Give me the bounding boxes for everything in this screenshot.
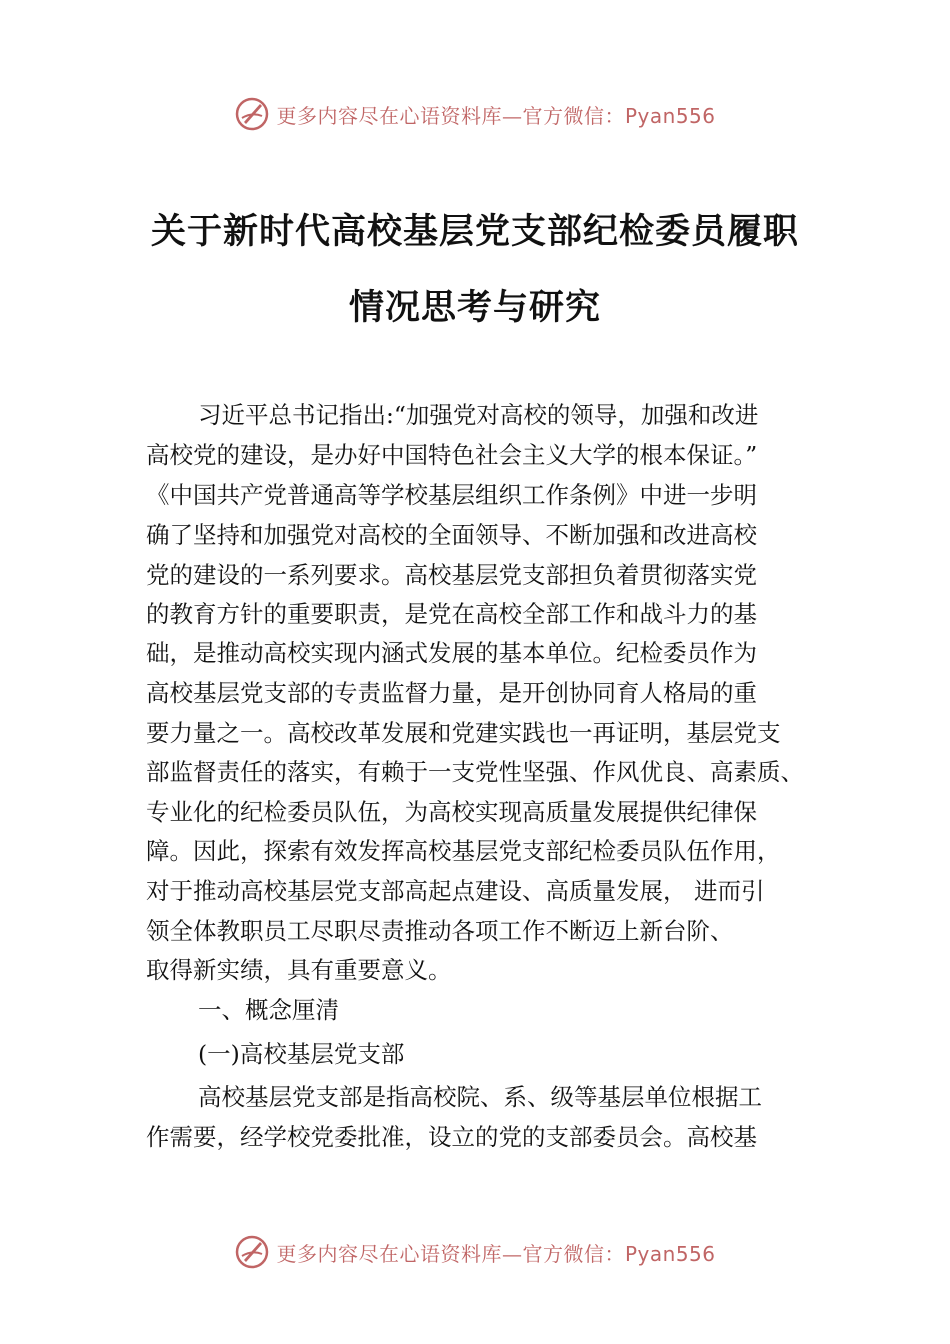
- footer-watermark: [0, 1232, 950, 1272]
- body-line: 领全体教职员工尽职尽责推动各项工作不断迈上新台阶、: [146, 917, 734, 945]
- watermark-wechat-id: Pyan556: [624, 103, 716, 128]
- watermark-text: 更多内容尽在心语资料库—官方微信：Pyan556: [276, 1241, 716, 1266]
- body-line: 习近平总书记指出:“加强党对高校的领导，加强和改进: [198, 401, 759, 429]
- body-line: 的教育方针的重要职责，是党在高校全部工作和战斗力的基: [146, 600, 757, 628]
- watermark-wechat-id: Pyan556: [624, 1241, 716, 1266]
- body-line: 确了坚持和加强党对高校的全面领导、不断加强和改进高校: [146, 521, 757, 549]
- body-line: 取得新实绩，具有重要意义。: [146, 956, 452, 984]
- body-line: 作需要，经学校党委批准，设立的党的支部委员会。高校基: [146, 1123, 757, 1151]
- body-line: 专业化的纪检委员队伍，为高校实现高质量发展提供纪律保: [146, 798, 757, 826]
- body-line: 党的建设的一系列要求。高校基层党支部担负着贯彻落实党: [146, 561, 757, 589]
- body-line: 高校基层党支部的专责监督力量，是开创协同育人格局的重: [146, 679, 757, 707]
- header-watermark: [0, 94, 950, 134]
- body-line: 部监督责任的落实，有赖于一支党性坚强、作风优良、高素质、: [146, 758, 804, 786]
- body-line: 《中国共产党普通高等学校基层组织工作条例》中进一步明: [146, 481, 757, 509]
- quill-seal-logo-icon: [234, 1234, 270, 1270]
- section-heading: 一、概念厘清: [198, 996, 339, 1024]
- document-title-line-2: 情况思考与研究: [348, 287, 601, 328]
- body-line: 高校党的建设，是办好中国特色社会主义大学的根本保证。”: [146, 441, 758, 469]
- subsection-heading: (一)高校基层党支部: [198, 1040, 405, 1068]
- body-line: 对于推动高校基层党支部高起点建设、高质量发展， 进而引: [146, 877, 765, 905]
- body-line: 障。因此，探索有效发挥高校基层党支部纪检委员队伍作用，: [146, 837, 781, 865]
- body-line: 要力量之一。高校改革发展和党建实践也一再证明，基层党支: [146, 719, 781, 747]
- body-line: 高校基层党支部是指高校院、系、级等基层单位根据工: [198, 1083, 762, 1111]
- body-line: 础，是推动高校实现内涵式发展的基本单位。纪检委员作为: [146, 639, 757, 667]
- quill-seal-logo-icon: [234, 96, 270, 132]
- document-title-line-1: 关于新时代高校基层党支部纪检委员履职: [150, 211, 799, 252]
- watermark-text: 更多内容尽在心语资料库—官方微信：Pyan556: [276, 103, 716, 128]
